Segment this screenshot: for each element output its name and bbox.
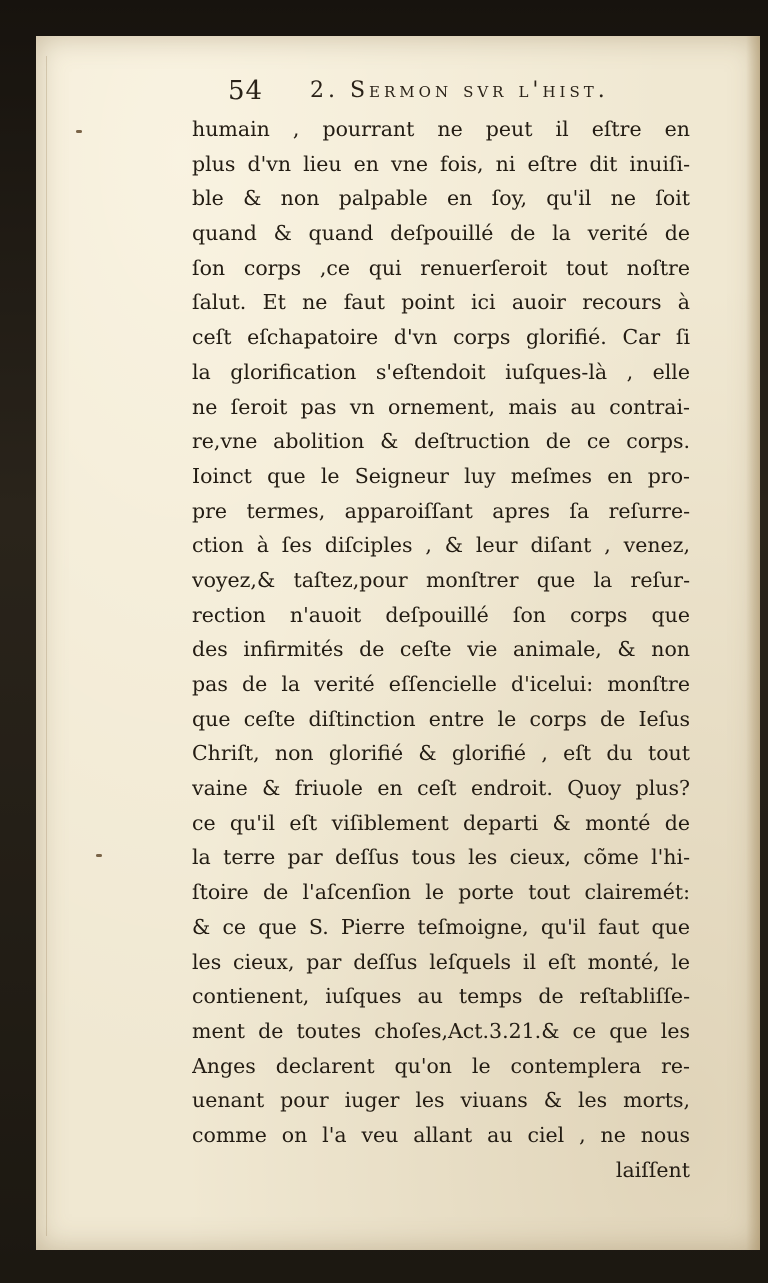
text-line: ment de toutes choſes,Act.3.21.& ce que les [192,1018,690,1043]
text-line: ction à ſes diſciples , & leur diſant , venez, [192,533,690,558]
text-line: ce qu'il eſt viſiblement departi & monté de [192,810,690,835]
page-header [228,76,728,112]
text-line: re,vne abolition & deſtruction de ce corps. [192,429,690,454]
ink-speck [96,854,102,857]
text-line: vaine & friuole en ceſt endroit. Quoy plus? [192,776,690,801]
page-edge-shadow [746,36,760,1250]
body-text [192,112,690,1187]
text-line: ble & non palpable en ſoy, qu'il ne ſoit [192,186,690,211]
page-number: 54 [228,76,264,106]
text-line: rection n'auoit deſpouillé ſon corps que [192,602,690,627]
text-line: ne ſeroit pas vn ornement, mais au contrai- [192,394,690,419]
text-line: & ce que S. Pierre teſmoigne, qu'il faut que [192,914,690,939]
text-line: Anges declarent qu'on le contemplera re- [192,1053,690,1078]
text-line: ſon corps ,ce qui renuerſeroit tout noſtre [192,255,690,280]
page-fold-line [46,56,47,1236]
text-line: Chriſt, non glorifié & glorifié , eſt du tout [192,741,690,766]
running-title: 2. Sermon svr l'hist. [310,78,609,103]
text-line: pas de la verité eſſencielle d'icelui: monſtre [192,672,690,696]
text-line: que ceſte diſtinction entre le corps de Ieſus [192,706,690,731]
text-line: des infirmités de ceſte vie animale, & non [192,637,690,662]
text-line: uenant pour iuger les viuans & les morts, [192,1088,690,1113]
text-line: quand & quand deſpouillé de la verité de [192,221,690,246]
text-line: humain , pourrant ne peut il eſtre en [192,117,690,141]
ink-speck [76,130,82,133]
catchword: laiſſent [615,1157,690,1182]
text-line: contienent, iuſques au temps de reſtabliſſe- [192,984,690,1009]
text-line: comme on l'a veu allant au ciel , ne nous [192,1122,690,1147]
text-line: la terre par deſſus tous les cieux, cõme l'hi- [192,845,690,870]
text-line: voyez,& taſtez,pour monſtrer que la reſur- [192,567,690,592]
text-line: la glorification s'eſtendoit iuſques-là , elle [192,359,690,384]
text-line: ceſt eſchapatoire d'vn corps glorifié. Car ſi [192,325,690,350]
text-line: ſalut. Et ne faut point ici auoir recours à [192,290,690,315]
text-line: ſtoire de l'aſcenſion le porte tout clairemét: [192,880,690,905]
text-line: plus d'vn lieu en vne fois, ni eſtre dit inuiſi- [192,151,690,176]
text-line: Ioinct que le Seigneur luy meſmes en pro- [192,463,690,488]
text-line: les cieux, par deſſus leſquels il eſt monté, le [192,949,690,974]
text-line: pre termes, apparoiſſant apres ſa reſurre- [192,498,690,523]
